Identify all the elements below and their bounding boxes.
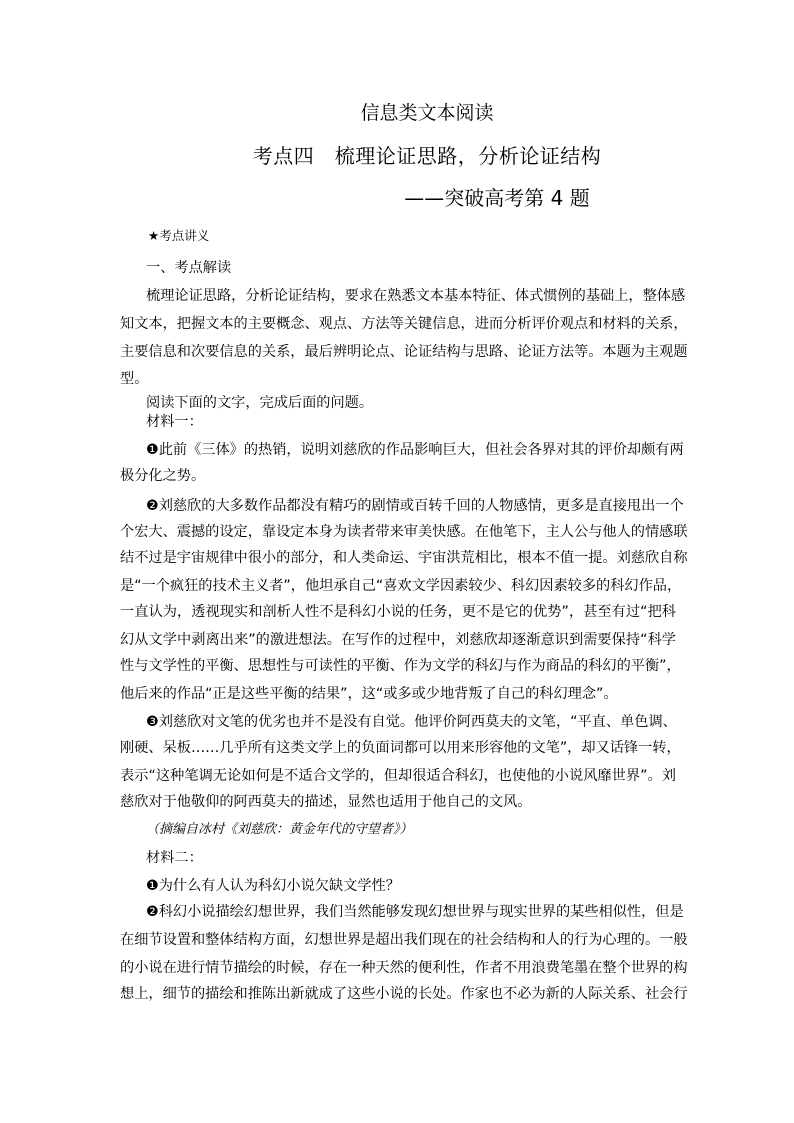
material-one-paragraph-2: 一直认为，透视现实和剖析人性不是科幻小说的任务，更不是它的优势”，甚至有过“把科 <box>120 604 676 620</box>
intro-line: 主要信息和次要信息的关系，最后辨明论点、论证结构与思路、论证方法等。本题为主观题 <box>120 344 688 360</box>
material-one-paragraph-3: ❸刘慈欣对文笔的优劣也并不是没有自觉。他评价阿西莫夫的文笔，“平直、单色调、 <box>146 714 677 730</box>
material-one-paragraph-3: 慈欣对于他敬仰的阿西莫夫的描述，显然也适用于他自己的文风。 <box>120 794 532 810</box>
material-one-label: 材料一： <box>146 414 203 430</box>
material-one-paragraph-1: 极分化之势。 <box>120 468 206 484</box>
material-two-paragraph-1: ❶为什么有人认为科幻小说欠缺文学性？ <box>146 878 400 894</box>
material-one-paragraph-2: 结不过是宇宙规律中很小的部分，和人类命运、宇宙洪荒相比，根本不值一提。刘慈欣自称 <box>120 550 688 566</box>
material-one-paragraph-3: 刚硬、呆板……几乎所有这类文学上的负面词都可以用来形容他的文笔”，却又话锋一转， <box>120 740 681 756</box>
material-two-paragraph-2: ❷科幻小说描绘幻想世界，我们当然能够发现幻想世界与现实世界的某些相似性，但是 <box>146 904 684 920</box>
reading-instruction: 阅读下面的文字，完成后面的问题。 <box>146 395 374 411</box>
material-two-label: 材料二： <box>146 850 203 866</box>
material-one-paragraph-2: 他后来的作品“正是这些平衡的结果”，这“或多或少地背叛了自己的科幻理念”。 <box>120 686 618 702</box>
material-one-citation: （摘编自冰村《刘慈欣：黄金年代的守望者》） <box>146 822 413 837</box>
material-one-paragraph-2: 性与文学性的平衡、思想性与可读性的平衡、作为文学的科幻与作为商品的科幻的平衡”， <box>120 658 681 674</box>
material-two-paragraph-2: 想上，细节的描绘和推陈出新就成了这些小说的长处。作家也不必为新的人际关系、社会行 <box>120 986 688 1002</box>
material-two-paragraph-2: 的小说在进行情节描绘的时候，存在一种天然的便利性，作者不用浪费笔墨在整个世界的构 <box>120 960 688 976</box>
document-title: 信息类文本阅读 <box>360 102 494 124</box>
topic-subtitle: ——突破高考第 4 题 <box>404 186 590 210</box>
material-two-paragraph-2: 在细节设置和整体结构方面，幻想世界是超出我们现在的社会结构和人的行为心理的。一般 <box>120 932 688 948</box>
intro-line: 知文本，把握文本的主要概念、观点、方法等关键信息，进而分析评价观点和材料的关系， <box>120 316 688 332</box>
topic-title: 考点四 梳理论证思路，分析论证结构 <box>252 144 602 168</box>
intro-line: 型。 <box>120 371 149 387</box>
material-one-paragraph-2: 幻从文学中剥离出来”的激进想法。在写作的过程中，刘慈欣却逐渐意识到需要保持“科学 <box>120 632 676 648</box>
material-one-paragraph-2: 是“一个疯狂的技术主义者”，他坦承自己“喜欢文学因素较少、科幻因素较多的科幻作品， <box>120 578 682 594</box>
lecture-label: ★考点讲义 <box>148 228 210 243</box>
material-one-paragraph-1: ❶此前《三体》的热销，说明刘慈欣的作品影响巨大，但社会各界对其的评价却颇有两 <box>146 442 684 458</box>
section-heading: 一、考点解读 <box>146 260 232 276</box>
material-one-paragraph-2: 个宏大、震撼的设定，靠设定本身为读者带来审美快感。在他笔下，主人公与他人的情感联 <box>120 524 688 540</box>
material-one-paragraph-2: ❷刘慈欣的大多数作品都没有精巧的剧情或百转千回的人物感情，更多是直接甩出一个 <box>146 498 684 514</box>
material-one-paragraph-3: 表示“这种笔调无论如何是不适合文学的，但却很适合科幻，也使他的小说风靡世界”。刘 <box>120 768 676 784</box>
intro-line: 梳理论证思路，分析论证结构，要求在熟悉文本基本特征、体式惯例的基础上，整体感 <box>146 288 686 304</box>
